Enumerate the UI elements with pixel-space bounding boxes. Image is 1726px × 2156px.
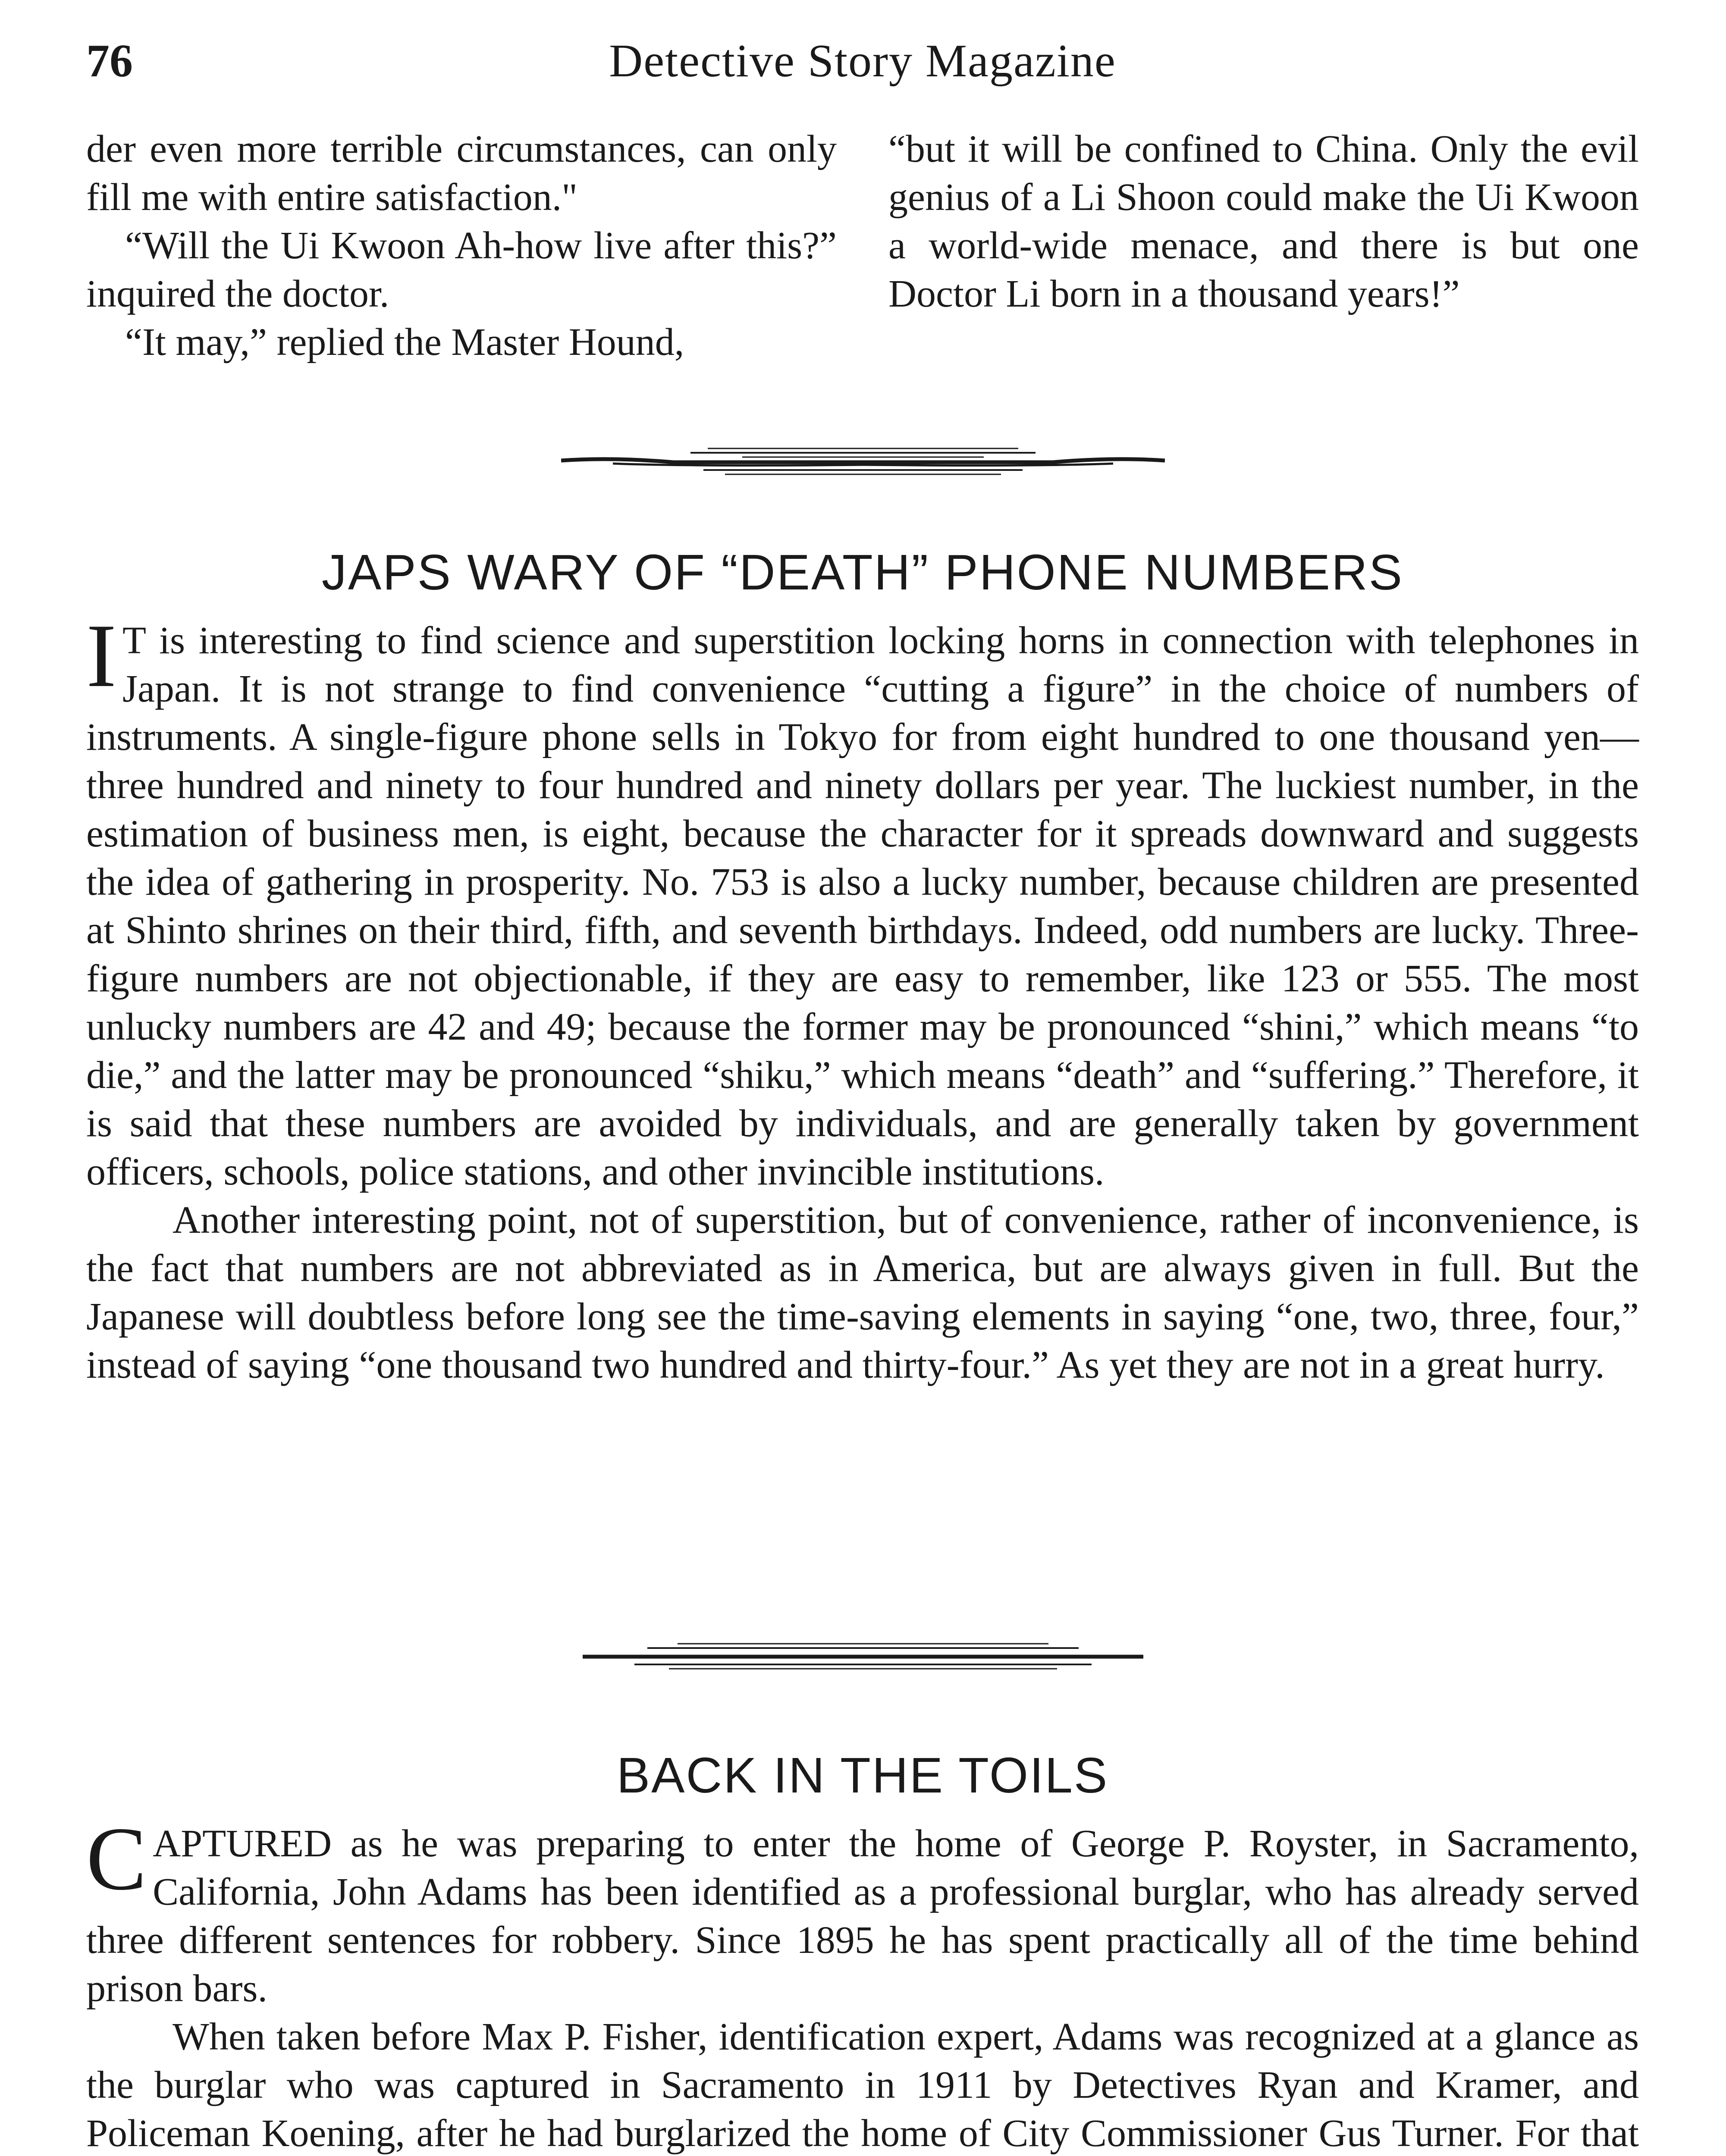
article-title: JAPS WARY OF “DEATH” PHONE NUMBERS [321, 544, 1404, 600]
left-column-paragraph: “It may,” replied the Master Hound, [125, 321, 684, 364]
article-paragraph [86, 1809, 1639, 2013]
article-paragraph: When taken before Max P. Fisher, identification expert, Adams was recognized at a glance as the burglar who was captured in Sacramento in 1911 by Detectives Ryan and Kramer, and Policeman Koening, after he had burglarized the home of City Commissioner Gus Turner. For that [86, 2015, 1639, 2155]
paragraph-text: APTURED as he was preparing to enter the home of George P. Royster, in Sacramento, California, John Adams has been identified as a professional burglar, who has already served three different sentences for robbery. Since 1895 he has spent practically all of the time behind prison bars. [86, 1822, 1639, 2010]
paragraph-text: T is interesting to find science and superstition locking horns in connection with telephones in Japan. It is not strange to find convenience “cutting a figure” in the choice of numbers of instruments. A single-figure phone sells in Tokyo for from eight hundred to one thousand yen—three hundred and ninety to four hundred and ninety dollars per year. The luckiest number, in the estimation of business men, is eight, because the character for it spreads downward and suggests the idea of gathering in prosperity. No. 753 is also a lucky number, because children are presented at Shinto shrines on their third, fifth, and seventh birthdays. Indeed, odd numbers are lucky. Three-figure numbers are not objectionable, if they are easy to remember, like 123 or 555. The most unlucky numbers are 42 and 49; because the former may be pronounced “shini,” which means “to die,” and the latter may be pronounced “shiku,” which means “death” and “suffering.” Therefore, it is said that these numbers are avoided by individuals, and are generally taken by government officers, schools, police stations, and other invincible institutions. [86, 619, 1639, 1193]
drop-cap: I [86, 606, 116, 706]
article-paragraph [86, 606, 1639, 1196]
article-title: BACK IN THE TOILS [616, 1747, 1109, 1803]
decorative-rule-icon [561, 440, 1165, 479]
drop-cap: C [86, 1809, 147, 1909]
page-number: 76 [86, 35, 133, 87]
article-paragraph: Another interesting point, not of superstition, but of convenience, rather of inconvenience, is the fact that numbers are not abbreviated as in America, but are always given in full. But the Japanese will doubtless before long see the time-saving elements in saying “one, two, three, four,” instead of saying “one thousand two hundred and thirty-four.” As yet they are not in a great hurry. [86, 1199, 1639, 1386]
left-column-paragraph: der even more terrible circumstances, can only fill me with entire satisfaction." [86, 128, 837, 219]
running-title: Detective Story Magazine [609, 35, 1116, 87]
right-column [888, 125, 1639, 367]
left-column-paragraph: “Will the Ui Kwoon Ah-how live after this?” inquired the doctor. [86, 224, 837, 315]
article-body [86, 1809, 1639, 2156]
decorative-rule-icon [583, 1639, 1143, 1673]
continuation-columns [86, 125, 1639, 367]
page-header [86, 30, 1639, 95]
right-column-paragraph: “but it will be confined to China. Only the evil genius of a Li Shoon could make the Ui Kwoon a world-wide menace, and there is but one Doctor Li born in a thousand years!” [888, 128, 1639, 315]
article-body [86, 606, 1639, 1389]
left-column [86, 125, 837, 367]
